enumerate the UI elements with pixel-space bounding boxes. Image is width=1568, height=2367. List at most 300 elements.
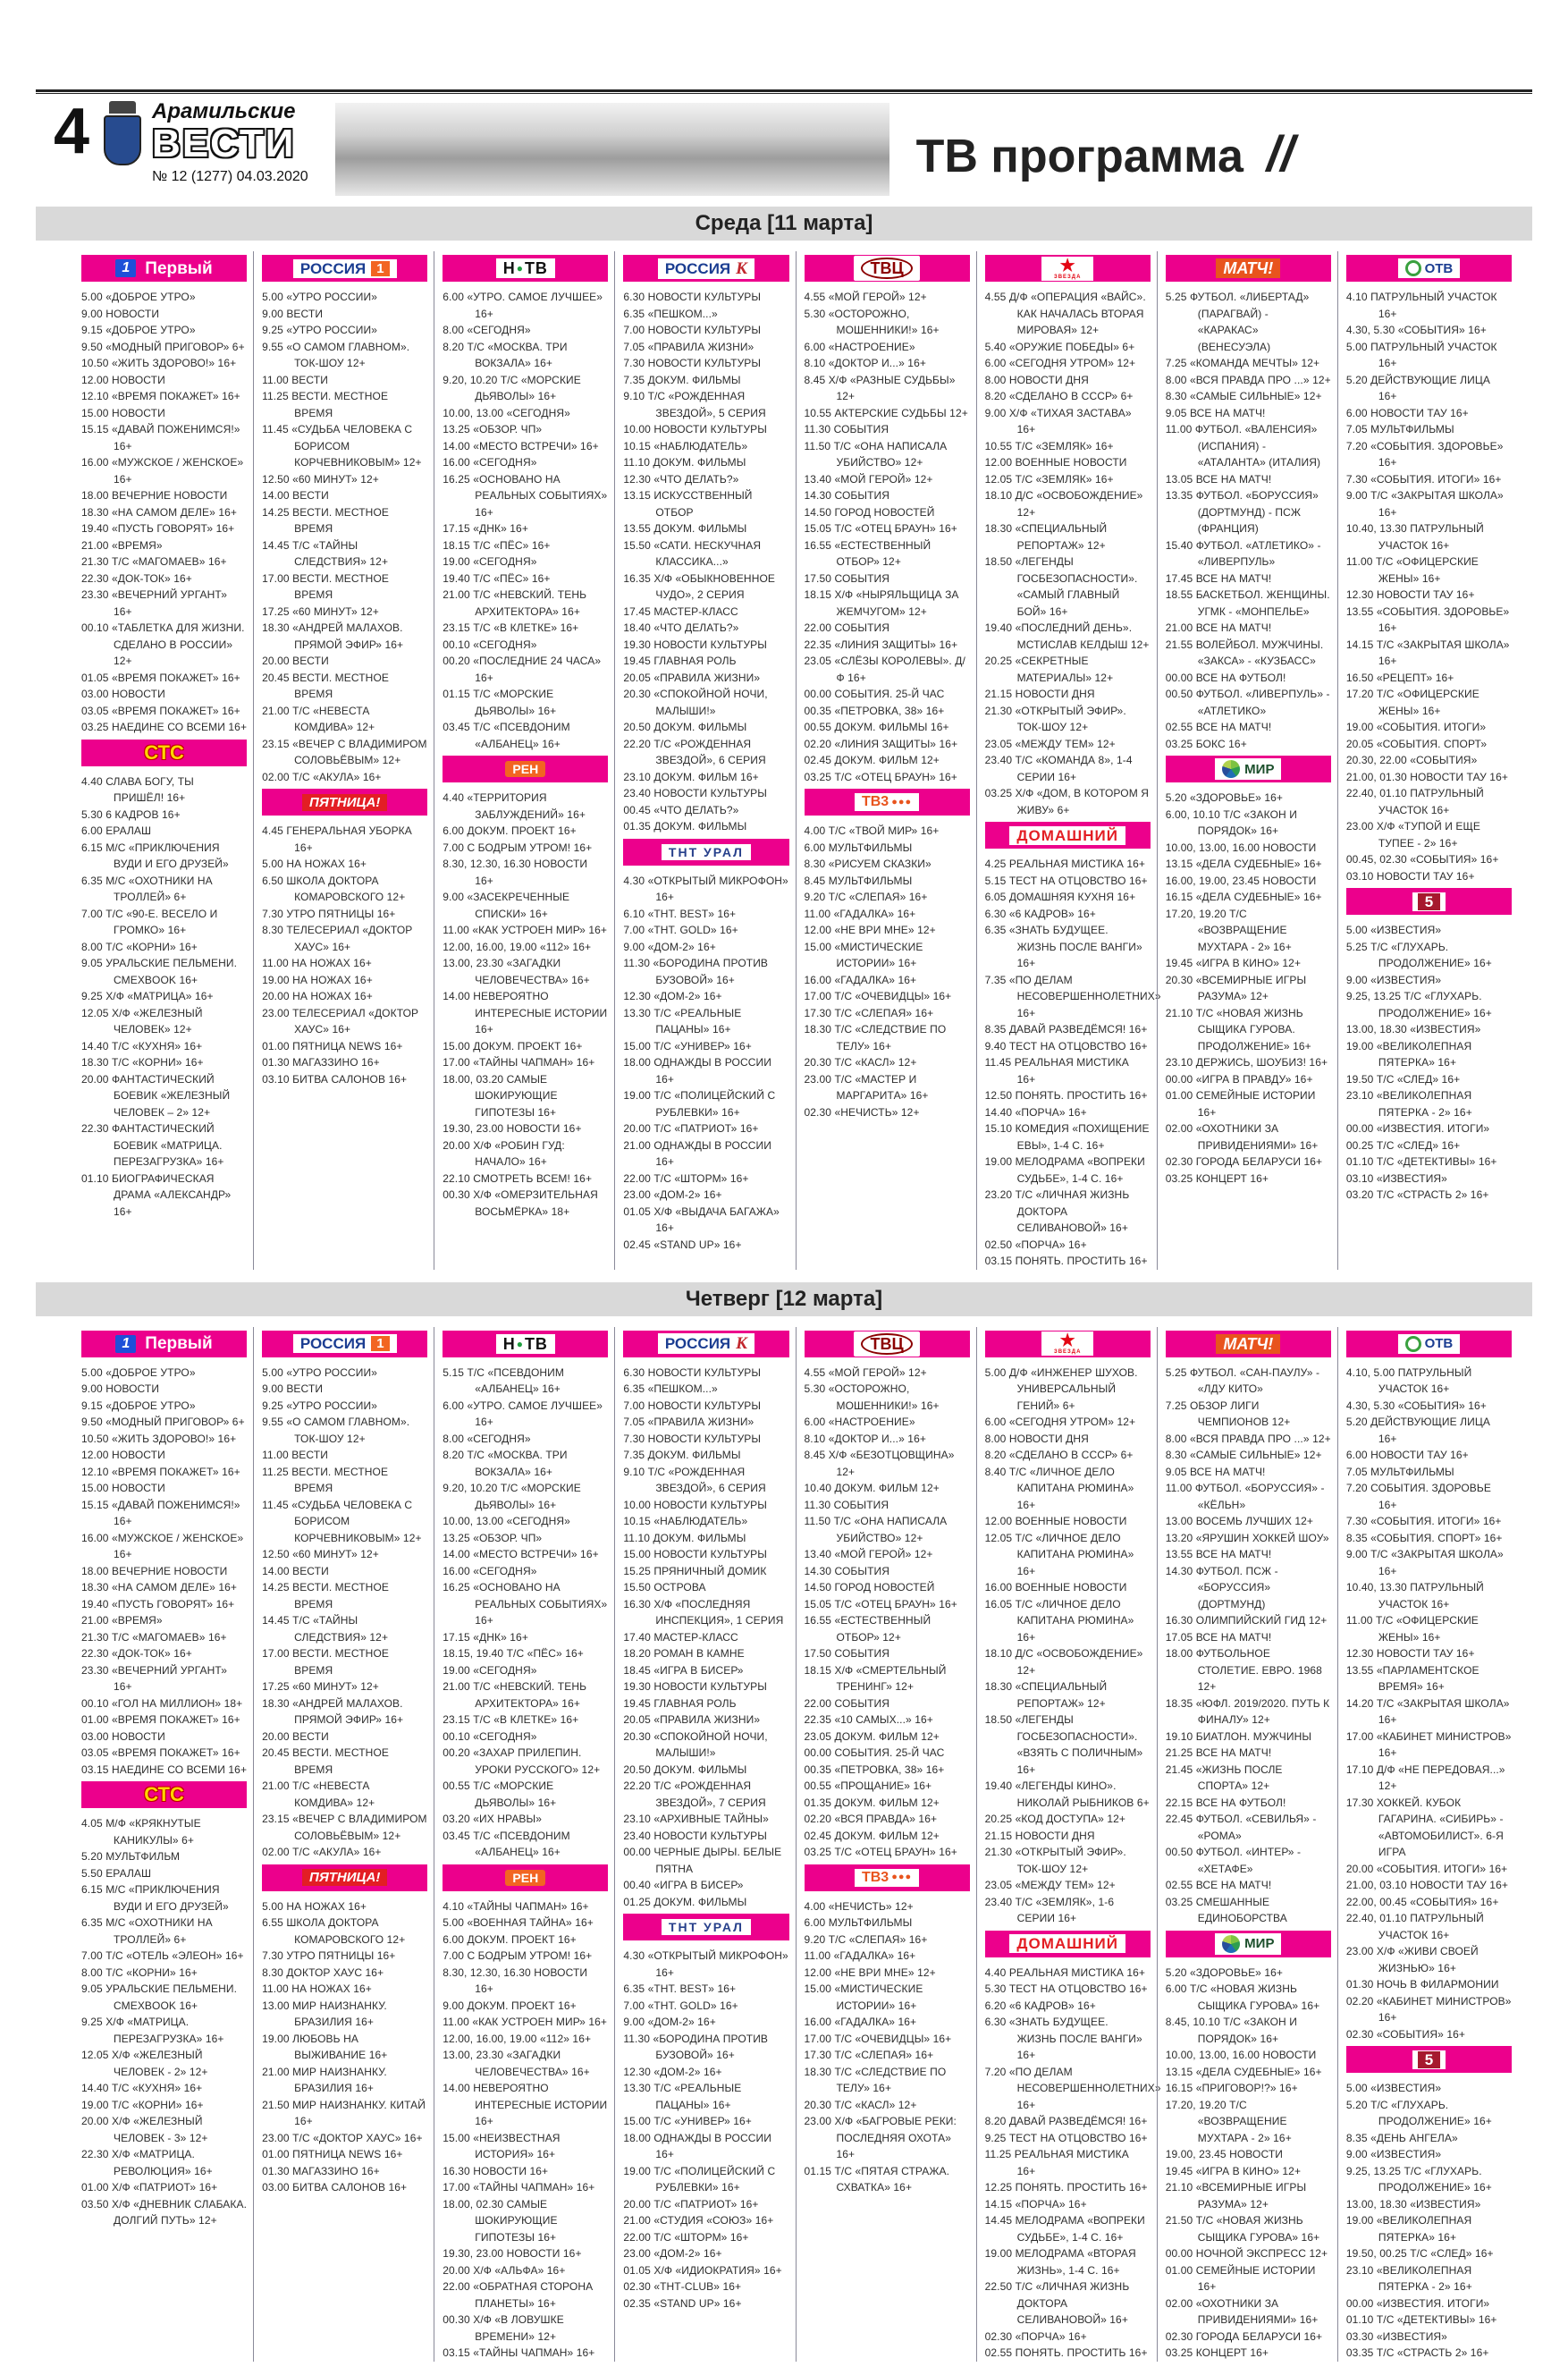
tvc-logo: ТВЦ: [854, 256, 919, 281]
program-item: 00.55 ДОКУМ. ФИЛЬМЫ 16+: [804, 721, 949, 733]
tvc-logo: ТВЦ: [854, 1331, 919, 1357]
program-item: 13.00 ВОСЕМЬ ЛУЧШИХ 12+: [1165, 1515, 1314, 1527]
program-item: 01.10 Т/С «ДЕТЕКТИВЫ» 16+: [1345, 2313, 1497, 2326]
program-item: 13.55 «СОБЫТИЯ. ЗДОРОВЬЕ» 16+: [1345, 604, 1510, 634]
program-item: 02.30 «ТНТ-CLUB» 16+: [623, 2280, 742, 2293]
program-item: 00.45 «ЧТО ДЕЛАТЬ?»: [623, 803, 739, 816]
program-item: 9.00 ВЕСТИ: [262, 307, 324, 320]
section-title: ТВ программа: [915, 131, 1243, 182]
program-item: 6.00 «УТРО. САМОЕ ЛУЧШЕЕ» 16+: [443, 291, 603, 320]
program-item: 18.30 «АНДРЕЙ МАЛАХОВ. ПРЯМОЙ ЭФИР» 16+: [262, 621, 404, 651]
program-item: 15.00 Т/С «УНИВЕР» 16+: [623, 2115, 752, 2127]
channel-header-tv3: [805, 1864, 970, 1891]
program-item: 12.00 «НЕ ВРИ МНЕ» 12+: [804, 1965, 936, 1979]
program-item: 00.00 СОБЫТИЯ. 25-Й ЧАС: [804, 688, 945, 700]
program-item: 03.15 «ТАЙНЫ ЧАПМАН» 16+: [443, 2346, 595, 2359]
program-item: 22.00 СОБЫТИЯ: [804, 621, 890, 634]
program-item: 7.05 «ПРАВИЛА ЖИЗНИ»: [623, 340, 754, 353]
program-item: 5.20 МУЛЬТФИЛЬМ: [81, 1850, 181, 1863]
program-item: 11.00 НА НОЖАХ 16+: [262, 957, 372, 969]
program-item: 14.45 Т/С «ТАЙНЫ СЛЕДСТВИЯ» 12+: [262, 1614, 389, 1644]
program-item: 17.15 «ДНК» 16+: [443, 522, 528, 535]
program-item: 4.30, 5.30 «СОБЫТИЯ» 16+: [1345, 1399, 1487, 1412]
channel-header-pyatnica: [262, 1864, 427, 1891]
program-item: 10.55 Т/С «ЗЕМЛЯК» 16+: [984, 439, 1114, 452]
program-item: 6.00 Т/С «НОВАЯ ЖИЗНЬ СЫЩИКА ГУРОВА» 16+: [1165, 1982, 1320, 2012]
program-item: 01.05 Х/Ф «ИДИОКРАТИЯ» 16+: [623, 2263, 782, 2277]
program-item: 12.50 ПОНЯТЬ. ПРОСТИТЬ 16+: [984, 1089, 1148, 1102]
program-item: 5.00 НА НОЖАХ 16+: [262, 1899, 367, 1913]
program-item: 5.15 ТЕСТ НА ОТЦОВСТВО 16+: [984, 874, 1148, 887]
channel-header-tvc: [805, 255, 970, 282]
program-item: 11.10 ДОКУМ. ФИЛЬМЫ: [623, 456, 746, 469]
program-item: 18.30 «СПЕЦИАЛЬНЫЙ РЕПОРТАЖ» 12+: [984, 522, 1108, 552]
program-item: 21.00 Т/С «НЕВЕСТА КОМДИВА» 12+: [262, 704, 375, 733]
program-item: 13.55 ВСЕ НА МАТЧ!: [1165, 1548, 1272, 1560]
program-item: 12.30 «ЧТО ДЕЛАТЬ?»: [623, 472, 739, 486]
program-item: 7.05 МУЛЬТФИЛЬМЫ: [1345, 1465, 1454, 1478]
channel-header-tnt: [623, 1914, 788, 1940]
domashnij-logo: ДОМАШНИЙ: [1009, 1934, 1125, 1953]
program-item: 18.30 «СПЕЦИАЛЬНЫЙ РЕПОРТАЖ» 12+: [984, 1680, 1108, 1710]
program-item: 11.30 СОБЫТИЯ: [804, 423, 889, 435]
channel-header-tnt: [623, 839, 788, 866]
program-item: 11.00 ФУТБОЛ. «ВАЛЕНСИЯ» (ИСПАНИЯ) - «АТАЛАНТА» (ИТАЛИЯ): [1165, 423, 1321, 469]
program-item: 19.00 «ВЕЛИКОЛЕПНАЯ ПЯТЕРКА» 16+: [1345, 2214, 1472, 2244]
program-item: 20.05 «СОБЫТИЯ. СПОРТ»: [1345, 737, 1488, 750]
program-item: 10.00, 13.00 «СЕГОДНЯ»: [443, 1515, 570, 1527]
program-item: 22.30 ФАНТАСТИЧЕСКИЙ БОЕВИК «МАТРИЦА. ПЕРЕЗАГРУЗКА» 16+: [81, 1122, 224, 1168]
program-item: 19.50 Т/С «СЛЕД» 16+: [1345, 1072, 1461, 1086]
program-item: 5.00 «ИЗВЕСТИЯ»: [1345, 2082, 1442, 2094]
program-item: 14.00 НЕВЕРОЯТНО ИНТЕРЕСНЫЕ ИСТОРИИ 16+: [443, 2082, 608, 2127]
tv-grid-thursday: [0, 1316, 1568, 2367]
program-item: 16.30 Х/Ф «ПОСЛЕДНЯЯ ИНСПЕКЦИЯ», 1 СЕРИЯ: [623, 1597, 784, 1627]
program-item: 5.30 «ОСТОРОЖНО, МОШЕННИКИ!» 16+: [804, 1382, 940, 1412]
program-item: 01.00 ПЯТНИЦА NEWS 16+: [262, 1039, 403, 1052]
program-item: 19.30, 23.00 НОВОСТИ 16+: [443, 2247, 582, 2260]
program-item: 9.05 УРАЛЬСКИЕ ПЕЛЬМЕНИ. СМЕХBOOK 16+: [81, 1982, 238, 2012]
program-item: 5.50 ЕРАЛАШ: [81, 1866, 152, 1880]
program-item: 00.10 «СЕГОДНЯ»: [443, 1729, 537, 1743]
mir-logo: МИР: [1215, 1933, 1281, 1955]
program-item: 14.00 «МЕСТО ВСТРЕЧИ» 16+: [443, 439, 599, 452]
program-item: 03.10 НОВОСТИ ТАУ 16+: [1345, 869, 1475, 883]
channel-header-otv: [1346, 1331, 1512, 1357]
day-title-thursday: Четверг [12 марта]: [36, 1282, 1532, 1316]
program-item: 21.50 МИР НАИЗНАНКУ. КИТАЙ 16+: [262, 2098, 426, 2127]
program-item: 02.45 ДОКУМ. ФИЛЬМ 12+: [804, 754, 940, 766]
program-item: 15.10 КОМЕДИЯ «ПОХИЩЕНИЕ ЕВЫ», 1-4 С. 16+: [984, 1122, 1150, 1152]
ntv-logo: Н ● ТВ: [496, 1334, 555, 1354]
program-item: 19.45 «ИГРА В КИНО» 12+: [1165, 957, 1302, 969]
program-item: 21.00, 01.30 НОВОСТИ ТАУ 16+: [1345, 770, 1508, 783]
program-item: 20.00 Т/С «ПАТРИОТ» 16+: [623, 2197, 759, 2211]
program-item: 22.00 «ОБРАТНАЯ СТОРОНА ПЛАНЕТЫ» 16+: [443, 2280, 594, 2310]
program-item: 10.55 АКТЕРСКИЕ СУДЬБЫ 12+: [804, 406, 968, 419]
program-item: 20.25 «СЕКРЕТНЫЕ МАТЕРИАЛЫ» 12+: [984, 655, 1114, 684]
program-item: 4.00 «НЕЧИСТЬ» 12+: [804, 1899, 914, 1913]
program-item: 17.20 Т/С «ОФИЦЕРСКИЕ ЖЕНЫ» 16+: [1345, 688, 1479, 717]
program-item: 00.30 Х/Ф «В ЛОВУШКЕ ВРЕМЕНИ» 12+: [443, 2313, 564, 2343]
program-item: 20.30 Т/С «КАСЛ» 12+: [804, 1056, 917, 1069]
program-item: 01.35 ДОКУМ. ФИЛЬМ 12+: [804, 1796, 940, 1809]
program-item: 02.55 ВСЕ НА МАТЧ!: [1165, 1879, 1272, 1891]
program-item: 15.00 ДОКУМ. ПРОЕКТ 16+: [443, 1039, 583, 1052]
match-logo: МАТЧ!: [1216, 258, 1280, 278]
program-item: 01.00 Х/Ф «ПАТРИОТ» 16+: [81, 2181, 218, 2194]
program-item: 9.15 «ДОБРОЕ УТРО»: [81, 1399, 196, 1412]
program-item: 6.30 НОВОСТИ КУЛЬТУРЫ: [623, 291, 762, 303]
program-item: 01.15 Т/С «МОРСКИЕ ДЬЯВОЛЫ» 16+: [443, 688, 557, 717]
program-item: 00.35 «ПЕТРОВКА, 38» 16+: [804, 1763, 945, 1776]
program-item: 00.10 «ГОЛ НА МИЛЛИОН» 18+: [81, 1696, 243, 1710]
program-item: 21.15 НОВОСТИ ДНЯ: [984, 1829, 1095, 1842]
program-item: 9.00 Т/С «ЗАКРЫТАЯ ШКОЛА» 16+: [1345, 1548, 1504, 1577]
program-item: 9.00 НОВОСТИ: [81, 1382, 160, 1395]
program-item: 12.10 «ВРЕМЯ ПОКАЖЕТ» 16+: [81, 1465, 240, 1478]
program-item: 8.20 Т/С «МОСКВА. ТРИ ВОКЗАЛА» 16+: [443, 1449, 568, 1478]
program-item: 5.20 ДЕЙСТВУЮЩИЕ ЛИЦА 16+: [1345, 373, 1490, 402]
program-item: 00.40 «ИГРА В БИСЕР»: [623, 1879, 744, 1891]
program-item: 7.35 «ПО ДЕЛАМ НЕСОВЕРШЕННОЛЕТНИХ» 16+: [984, 973, 1161, 1019]
channel-column: [434, 251, 614, 1270]
program-item: 11.00 ФУТБОЛ. «БОРУССИЯ» - «КЁЛЬН»: [1165, 1482, 1325, 1511]
program-item: 18.15 Х/Ф «НЫРЯЛЬЩИЦА ЗА ЖЕМЧУГОМ» 12+: [804, 588, 959, 618]
program-item: 00.00 «ИЗВЕСТИЯ. ИТОГИ»: [1345, 1122, 1490, 1135]
program-item: 15.25 ПРЯНИЧНЫЙ ДОМИК: [623, 1564, 767, 1577]
program-item: 6.00 МУЛЬТФИЛЬМЫ: [804, 841, 913, 854]
program-item: 12.05 Т/С «ЗЕМЛЯК» 16+: [984, 472, 1114, 486]
program-item: 12.05 Х/Ф «ЖЕЛЕЗНЫЙ ЧЕЛОВЕК» 12+: [81, 1006, 203, 1036]
issue-number: № 12 (1277) 04.03.2020: [152, 169, 308, 184]
program-item: 9.00 «ДОМ-2» 16+: [623, 940, 716, 953]
program-item: 21.00, 03.10 НОВОСТИ ТАУ 16+: [1345, 1879, 1508, 1891]
program-item: 10.50 «ЖИТЬ ЗДОРОВО!» 16+: [81, 1432, 237, 1445]
program-item: 14.15 Т/С «ЗАКРЫТАЯ ШКОЛА» 16+: [1345, 638, 1510, 667]
program-item: 16.00 «МУЖСКОЕ / ЖЕНСКОЕ» 16+: [81, 456, 244, 486]
program-item: 03.25 НАЕДИНЕ СО ВСЕМИ 16+: [81, 721, 248, 733]
program-item: 13.25 «ОБЗОР. ЧП»: [443, 423, 543, 435]
program-item: 11.00 Т/С «ОФИЦЕРСКИЕ ЖЕНЫ» 16+: [1345, 555, 1479, 585]
program-item: 02.30 «СОБЫТИЯ» 16+: [1345, 2027, 1466, 2041]
channel-header-rossiya1: [262, 1331, 427, 1357]
channel-header-domashnij: [985, 822, 1151, 849]
program-item: 18.30 «АНДРЕЙ МАЛАХОВ. ПРЯМОЙ ЭФИР» 16+: [262, 1696, 404, 1726]
program-item: 23.00 Х/Ф «БАГРОВЫЕ РЕКИ: ПОСЛЕДНЯЯ ОХОТА» 16+: [804, 2115, 957, 2160]
program-item: 16.00 «МУЖСКОЕ / ЖЕНСКОЕ» 16+: [81, 1531, 244, 1560]
program-item: 23.05 «МЕЖДУ ТЕМ» 12+: [984, 1879, 1116, 1891]
program-item: 13.20 «ЯРУШИН ХОККЕЙ ШОУ»: [1165, 1531, 1329, 1544]
program-item: 10.40, 13.30 ПАТРУЛЬНЫЙ УЧАСТОК 16+: [1345, 1581, 1484, 1610]
program-item: 19.10 БИАТЛОН. МУЖЧИНЫ: [1165, 1729, 1312, 1743]
program-item: 22.00 Т/С «ШТОРМ» 16+: [623, 1171, 749, 1185]
program-item: 8.00 НОВОСТИ ДНЯ: [984, 373, 1089, 386]
program-item: 00.55 «ПРОЩАНИЕ» 16+: [804, 1779, 932, 1792]
program-item: 14.30 СОБЫТИЯ: [804, 1564, 890, 1577]
program-item: 9.25 Х/Ф «МАТРИЦА» 16+: [81, 990, 214, 1002]
program-item: 10.15 «НАБЛЮДАТЕЛЬ»: [623, 439, 748, 452]
program-item: 23.40 Т/С «КОМАНДА 8», 1-4 СЕРИИ 16+: [984, 754, 1133, 783]
program-item: 17.40 МАСТЕР-КЛАСС: [623, 1630, 738, 1644]
program-item: 18.15 Х/Ф «СМЕРТЕЛЬНЫЙ ТРЕНИНГ» 12+: [804, 1663, 947, 1693]
program-item: 11.30 СОБЫТИЯ: [804, 1498, 889, 1511]
program-item: 7.30 «СОБЫТИЯ. ИТОГИ» 16+: [1345, 1515, 1502, 1527]
program-item: 19.45 ГЛАВНАЯ РОЛЬ: [623, 1696, 737, 1710]
program-item: 22.35 «ЛИНИЯ ЗАЩИТЫ» 16+: [804, 638, 958, 651]
program-item: 7.05 МУЛЬТФИЛЬМЫ: [1345, 423, 1454, 435]
channel-column: [73, 251, 253, 1270]
page-number: 4: [54, 96, 90, 167]
rossiya1-logo: РОССИЯ 1: [293, 259, 397, 278]
program-item: 6.00 «НАСТРОЕНИЕ»: [804, 1416, 915, 1428]
program-item: 18.35 «ЮФЛ. 2019/2020. ПУТЬ К ФИНАЛУ» 12+: [1165, 1696, 1330, 1726]
program-item: 19.30 НОВОСТИ КУЛЬТУРЫ: [623, 638, 767, 651]
program-item: 6.35 «ПЕШКОМ...»: [623, 307, 718, 320]
program-item: 8.00 НОВОСТИ ДНЯ: [984, 1432, 1089, 1445]
program-item: 9.00 Х/Ф «ТИХАЯ ЗАСТАВА» 16+: [984, 406, 1132, 435]
program-item: 5.00 «ДОБРОЕ УТРО»: [81, 1365, 196, 1379]
program-item: 20.50 ДОКУМ. ФИЛЬМЫ: [623, 721, 747, 733]
program-item: 6.00 «СЕГОДНЯ УТРОМ» 12+: [984, 357, 1136, 369]
program-item: 9.25, 13.25 Т/С «ГЛУХАРЬ. ПРОДОЛЖЕНИЕ» 16+: [1345, 990, 1492, 1019]
program-item: 13.30 Т/С «РЕАЛЬНЫЕ ПАЦАНЫ» 16+: [623, 1006, 742, 1036]
program-item: 00.55 Т/С «МОРСКИЕ ДЬЯВОЛЫ» 16+: [443, 1779, 557, 1809]
program-item: 12.00, 16.00, 19.00 «112» 16+: [443, 2032, 592, 2045]
program-item: 21.55 ВОЛЕЙБОЛ. МУЖЧИНЫ. «ЗАКСА» - «КУЗБАСС»: [1165, 638, 1324, 667]
channel-column: [434, 1327, 614, 2362]
program-item: 03.50 Х/Ф «ДНЕВНИК СЛАБАКА. ДОЛГИЙ ПУТЬ» 12+: [81, 2197, 248, 2227]
program-item: 10.00, 13.00 «СЕГОДНЯ»: [443, 406, 570, 419]
program-item: 7.30 УТРО ПЯТНИЦЫ 16+: [262, 907, 396, 920]
program-item: 8.35 «СОБЫТИЯ. СПОРТ» 16+: [1345, 1531, 1503, 1544]
program-item: 23.10 «ВЕЛИКОЛЕПНАЯ ПЯТЕРКА - 2» 16+: [1345, 2263, 1472, 2293]
masthead-photo: [335, 103, 889, 196]
program-item: 22.40, 01.10 ПАТРУЛЬНЫЙ УЧАСТОК 16+: [1345, 787, 1484, 816]
program-item: 03.25 БОКС 16+: [1165, 737, 1247, 750]
program-item: 23.05 ДОКУМ. ФИЛЬМ 12+: [804, 1729, 940, 1743]
program-item: 22.15 ВСЕ НА ФУТБОЛ!: [1165, 1796, 1286, 1809]
program-item: 5.20 Т/С «ГЛУХАРЬ. ПРОДОЛЖЕНИЕ» 16+: [1345, 2098, 1492, 2127]
program-item: 22.00 Т/С «ШТОРМ» 16+: [623, 2230, 749, 2244]
program-item: 22.35 «10 САМЫХ...» 16+: [804, 1713, 933, 1726]
program-item: 03.20 Т/С «СТРАСТЬ 2» 16+: [1345, 1188, 1489, 1201]
program-item: 20.00 Т/С «ПАТРИОТ» 16+: [623, 1122, 759, 1135]
program-item: 17.05 ВСЕ НА МАТЧ!: [1165, 1630, 1272, 1644]
channel-column: [253, 251, 434, 1270]
channel-header-sts: [81, 1781, 247, 1808]
program-item: 23.00 «ДОМ-2» 16+: [623, 1188, 722, 1201]
channel-header-zvezda: [985, 255, 1151, 282]
program-item: 6.00 НОВОСТИ ТАУ 16+: [1345, 1449, 1469, 1461]
program-item: 8.35 ДАВАЙ РАЗВЕДЁМСЯ! 16+: [984, 1023, 1148, 1036]
program-item: 8.00 Т/С «КОРНИ» 16+: [81, 940, 198, 953]
program-item: 19.50, 00.25 Т/С «СЛЕД» 16+: [1345, 2247, 1494, 2260]
program-item: 23.20 Т/С «ЛИЧНАЯ ЖИЗНЬ ДОКТОРА СЕЛИВАНОВОЙ» 16+: [984, 1188, 1130, 1234]
program-item: 16.05 Т/С «ЛИЧНОЕ ДЕЛО КАПИТАНА РЮМИНА» 16+: [984, 1597, 1134, 1644]
zvezda-logo: ★ ЗВЕЗДА: [1041, 257, 1093, 281]
channel-column: [976, 1327, 1161, 2362]
program-item: 7.35 ДОКУМ. ФИЛЬМЫ: [623, 373, 741, 386]
program-item: 02.20 «КАБИНЕТ МИНИСТРОВ» 16+: [1345, 1994, 1512, 2024]
program-item: 9.20 Т/С «СЛЕПАЯ» 16+: [804, 1932, 928, 1946]
channel-header-match: [1166, 255, 1331, 282]
channel-header-domashnij: [985, 1931, 1151, 1957]
program-item: 19.00, 23.45 НОВОСТИ: [1165, 2148, 1283, 2160]
program-item: 17.25 «60 МИНУТ» 12+: [262, 604, 379, 618]
program-item: 18.00 ОДНАЖДЫ В РОССИИ 16+: [623, 1056, 771, 1086]
program-item: 21.00 «ВРЕМЯ»: [81, 538, 163, 552]
program-item: 4.30, 5.30 «СОБЫТИЯ» 16+: [1345, 324, 1487, 336]
channel-header-match: [1166, 1331, 1331, 1357]
program-item: 8.00 «СЕГОДНЯ»: [443, 1432, 531, 1445]
program-item: 23.15 «ВЕЧЕР С ВЛАДИМИРОМ СОЛОВЬЁВЫМ» 12+: [262, 737, 427, 766]
channel-column: [1337, 1327, 1518, 2362]
program-item: 19.00 «СЕГОДНЯ»: [443, 1663, 537, 1677]
program-item: 00.00 НОЧНОЙ ЭКСПРЕСС 12+: [1165, 2247, 1328, 2260]
program-item: 18.15, 19.40 Т/С «ПЁС» 16+: [443, 1647, 584, 1660]
program-item: 5.25 ФУТБОЛ. «САН-ПАУЛУ» - «ЛДУ КИТО»: [1165, 1365, 1320, 1395]
program-item: 18.00, 03.20 САМЫЕ ШОКИРУЮЩИЕ ГИПОТЕЗЫ 16+: [443, 1072, 558, 1119]
program-item: 23.40 Т/С «ЗЕМЛЯК», 1-6 СЕРИИ 16+: [984, 1895, 1115, 1924]
program-item: 6.35 «ЗНАТЬ БУДУЩЕЕ. ЖИЗНЬ ПОСЛЕ ВАНГИ» 16+: [984, 924, 1142, 969]
channel-column: [614, 1327, 795, 2362]
program-item: 11.10 ДОКУМ. ФИЛЬМЫ: [623, 1531, 746, 1544]
program-item: 5.20 «ЗДОРОВЬЕ» 16+: [1165, 791, 1284, 804]
program-item: 01.35 ДОКУМ. ФИЛЬМЫ: [623, 820, 747, 833]
program-item: 14.15 «ПОРЧА» 16+: [984, 2197, 1087, 2211]
program-item: 8.20 ДАВАЙ РАЗВЕДЁМСЯ! 16+: [984, 2115, 1148, 2127]
program-item: 20.00 ВЕСТИ: [262, 655, 329, 667]
program-item: 00.00 «ИЗВЕСТИЯ. ИТОГИ»: [1345, 2296, 1490, 2310]
program-item: 18.00 ФУТБОЛЬНОЕ СТОЛЕТИЕ. ЕВРО. 1968 12+: [1165, 1647, 1322, 1693]
program-item: 23.00 Х/Ф «ЖИВИ СВОЕЙ ЖИЗНЬЮ» 16+: [1345, 1945, 1479, 1974]
program-item: 14.40 «ПОРЧА» 16+: [984, 1105, 1087, 1119]
program-item: 01.30 НОЧЬ В ФИЛАРМОНИИ: [1345, 1978, 1499, 1991]
program-item: 14.50 ГОРОД НОВОСТЕЙ: [804, 1581, 935, 1593]
program-item: 21.00 ВСЕ НА МАТЧ!: [1165, 621, 1272, 634]
program-item: 14.25 ВЕСТИ. МЕСТНОЕ ВРЕМЯ: [262, 505, 389, 535]
program-item: 4.55 «МОЙ ГЕРОЙ» 12+: [804, 291, 927, 303]
program-item: 20.00 Х/Ф «ЖЕЛЕЗНЫЙ ЧЕЛОВЕК - 3» 12+: [81, 2115, 208, 2144]
program-item: 13.40 «МОЙ ГЕРОЙ» 12+: [804, 472, 933, 486]
program-item: 03.20 «ИХ НРАВЫ»: [443, 1813, 543, 1825]
program-item: 00.50 ФУТБОЛ. «ИНТЕР» - «ХЕТАФЕ»: [1165, 1846, 1302, 1875]
channel-header-zvezda: [985, 1331, 1151, 1357]
program-item: 10.50 «ЖИТЬ ЗДОРОВО!» 16+: [81, 357, 237, 369]
program-item: 19.40 «ПУСТЬ ГОВОРЯТ» 16+: [81, 1597, 235, 1610]
program-item: 18.00, 02.30 САМЫЕ ШОКИРУЮЩИЕ ГИПОТЕЗЫ 16+: [443, 2197, 558, 2244]
program-item: 17.50 СОБЫТИЯ: [804, 1647, 890, 1660]
program-item: 6.55 ШКОЛА ДОКТОРА КОМАРОВСКОГО 12+: [262, 1916, 406, 1946]
program-item: 11.45 РЕАЛЬНАЯ МИСТИКА 16+: [984, 1056, 1129, 1086]
channel-header-pervyj: [81, 255, 247, 282]
program-item: 21.00 Т/С «НЕВСКИЙ. ТЕНЬ АРХИТЕКТОРА» 16+: [443, 1680, 587, 1710]
program-item: 20.05 «ПРАВИЛА ЖИЗНИ»: [623, 1713, 761, 1726]
program-item: 9.00 «ДОМ-2» 16+: [623, 2016, 716, 2028]
program-item: 18.50 «ЛЕГЕНДЫ ГОСБЕЗОПАСНОСТИ». «ВЗЯТЬ С ПОЛИЧНЫМ» 16+: [984, 1713, 1143, 1776]
program-item: 20.30 «СПОКОЙНОЙ НОЧИ, МАЛЫШИ!»: [623, 1729, 768, 1759]
program-item: 02.55 ПОНЯТЬ. ПРОСТИТЬ 16+: [984, 2346, 1148, 2359]
sts-logo: СТС: [144, 740, 184, 764]
masthead: [0, 94, 1568, 199]
program-item: 6.05 ДОМАШНЯЯ КУХНЯ 16+: [984, 891, 1136, 903]
program-item: 03.25 Х/Ф «ДОМ, В КОТОРОМ Я ЖИВУ» 6+: [984, 787, 1150, 816]
program-item: 9.50 «МОДНЫЙ ПРИГОВОР» 6+: [81, 1416, 245, 1428]
program-item: 15.50 ОСТРОВА: [623, 1581, 706, 1593]
program-item: 12.00 ВОЕННЫЕ НОВОСТИ: [984, 456, 1127, 469]
program-item: 11.00 ВЕСТИ: [262, 1449, 328, 1461]
program-item: 23.15 Т/С «В КЛЕТКЕ» 16+: [443, 621, 579, 634]
program-item: 16.25 «ОСНОВАНО НА РЕАЛЬНЫХ СОБЫТИЯХ» 16+: [443, 472, 608, 519]
program-item: 12.30 НОВОСТИ ТАУ 16+: [1345, 1647, 1475, 1660]
program-item: 17.45 МАСТЕР-КЛАСС: [623, 604, 738, 618]
program-item: 18.30 Т/С «СЛЕДСТВИЕ ПО ТЕЛУ» 16+: [804, 2065, 947, 2094]
tnt-logo: ТНТ УРАЛ: [662, 1919, 751, 1935]
program-item: 02.30 «НЕЧИСТЬ» 12+: [804, 1105, 920, 1119]
otv-logo: ОТВ: [1398, 1334, 1461, 1354]
program-item: 22.20 Т/С «РОЖДЕННАЯ ЗВЕЗДОЙ», 6 СЕРИЯ: [623, 737, 766, 766]
match-logo: МАТЧ!: [1216, 1334, 1280, 1354]
program-item: 01.25 ДОКУМ. ФИЛЬМЫ: [623, 1895, 747, 1908]
program-item: 9.25 Х/Ф «МАТРИЦА. ПЕРЕЗАГРУЗКА» 16+: [81, 2016, 224, 2045]
program-item: 6.50 ШКОЛА ДОКТОРА КОМАРОВСКОГО 12+: [262, 874, 406, 903]
program-item: 03.05 «ВРЕМЯ ПОКАЖЕТ» 16+: [81, 704, 240, 717]
program-item: 5.00 «УТРО РОССИИ»: [262, 1365, 377, 1379]
program-item: 12.50 «60 МИНУТ» 12+: [262, 472, 379, 486]
program-item: 12.30 «ДОМ-2» 16+: [623, 2065, 722, 2078]
program-item: 5.00 ПАТРУЛЬНЫЙ УЧАСТОК 16+: [1345, 340, 1497, 369]
program-item: 21.30 «ОТКРЫТЫЙ ЭФИР». ТОК-ШОУ 12+: [984, 704, 1126, 733]
program-item: 19.00 Т/С «ПОЛИЦЕЙСКИЙ С РУБЛЕВКИ» 16+: [623, 1089, 776, 1119]
program-item: 7.00 «ТНТ. GOLD» 16+: [623, 924, 738, 936]
program-item: 02.00 «ОХОТНИКИ ЗА ПРИВИДЕНИЯМИ» 16+: [1165, 1122, 1319, 1152]
program-item: 02.00 «ОХОТНИКИ ЗА ПРИВИДЕНИЯМИ» 16+: [1165, 2296, 1319, 2326]
channel-header-rossiya1: [262, 255, 427, 282]
program-item: 13.00, 18.30 «ИЗВЕСТИЯ»: [1345, 2197, 1481, 2211]
program-item: 16.00 «ГАДАЛКА» 16+: [804, 2016, 917, 2028]
program-item: 8.00 «ВСЯ ПРАВДА ПРО ...» 12+: [1165, 373, 1331, 386]
program-item: 12.25 ПОНЯТЬ. ПРОСТИТЬ 16+: [984, 2181, 1148, 2194]
program-item: 22.20 Т/С «РОЖДЕННАЯ ЗВЕЗДОЙ», 7 СЕРИЯ: [623, 1779, 766, 1809]
program-item: 11.45 «СУДЬБА ЧЕЛОВЕКА С БОРИСОМ КОРЧЕВНИКОВЫМ» 12+: [262, 1498, 422, 1544]
program-item: 15.40 ФУТБОЛ. «АТЛЕТИКО» - «ЛИВЕРПУЛЬ»: [1165, 538, 1321, 568]
program-item: 18.10 Д/С «ОСВОБОЖДЕНИЕ» 12+: [984, 1647, 1143, 1677]
program-item: 03.15 НАЕДИНЕ СО ВСЕМИ 16+: [81, 1763, 248, 1776]
program-item: 11.25 РЕАЛЬНАЯ МИСТИКА 16+: [984, 2148, 1129, 2177]
program-item: 21.00 Т/С «НЕВСКИЙ. ТЕНЬ АРХИТЕКТОРА» 16+: [443, 588, 587, 618]
program-item: 15.05 Т/С «ОТЕЦ БРАУН» 16+: [804, 1597, 957, 1610]
program-item: 18.30 Т/С «КОРНИ» 16+: [81, 1056, 204, 1069]
program-item: 02.20 «ЛИНИЯ ЗАЩИТЫ» 16+: [804, 737, 958, 750]
tv-grid-wednesday: [0, 241, 1568, 1275]
program-item: 4.30 «ОТКРЫТЫЙ МИКРОФОН» 16+: [623, 1949, 788, 1979]
program-item: 17.45 ВСЕ НА МАТЧ!: [1165, 571, 1272, 585]
program-item: 14.20 Т/С «ЗАКРЫТАЯ ШКОЛА» 16+: [1345, 1696, 1510, 1726]
program-item: 13.05 ВСЕ НА МАТЧ!: [1165, 472, 1272, 486]
program-item: 4.10 ПАТРУЛЬНЫЙ УЧАСТОК 16+: [1345, 291, 1497, 320]
program-item: 8.30 «САМЫЕ СИЛЬНЫЕ» 12+: [1165, 390, 1322, 402]
program-item: 5.20 «ЗДОРОВЬЕ» 16+: [1165, 1965, 1284, 1979]
program-item: 19.45 «ИГРА В КИНО» 12+: [1165, 2164, 1302, 2177]
channel-header-mir: [1166, 1931, 1331, 1957]
program-item: 17.00 «КАБИНЕТ МИНИСТРОВ» 16+: [1345, 1729, 1512, 1759]
program-item: 11.50 Т/С «ОНА НАПИСАЛА УБИЙСТВО» 12+: [804, 439, 948, 469]
program-item: 21.00 «СТУДИЯ «СОЮЗ» 16+: [623, 2214, 774, 2227]
program-item: 7.00 «ТНТ. GOLD» 16+: [623, 1999, 738, 2012]
program-item: 23.00 ТЕЛЕСЕРИАЛ «ДОКТОР ХАУС» 16+: [262, 1006, 419, 1036]
program-item: 5.25 ФУТБОЛ. «ЛИБЕРТАД» (ПАРАГВАЙ) - «КАРАКАС» (ВЕНЕСУЭЛА): [1165, 291, 1310, 353]
